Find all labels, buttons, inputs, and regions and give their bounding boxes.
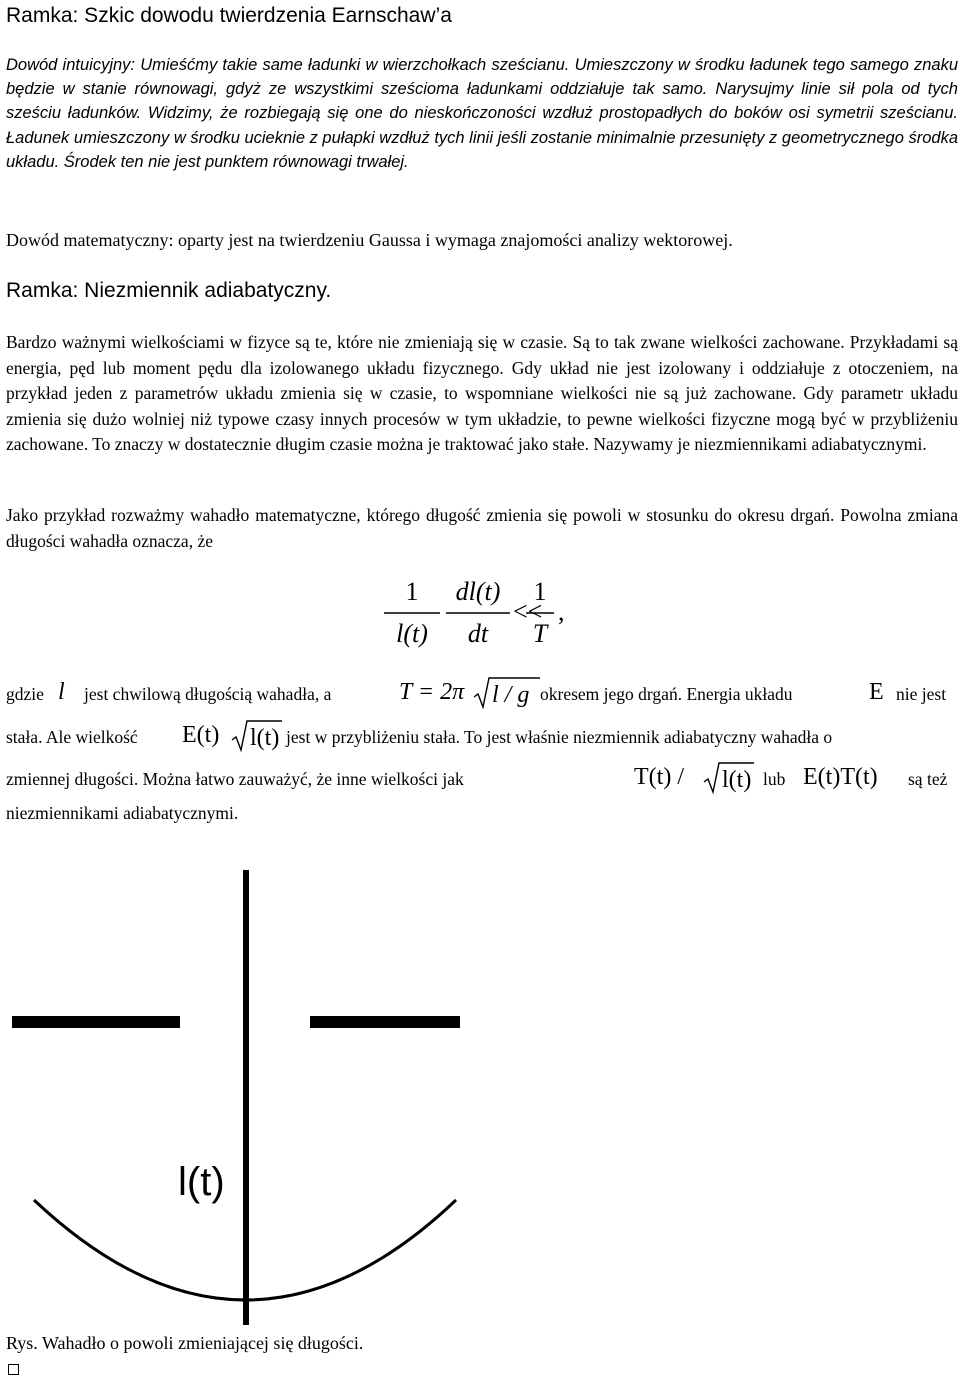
symbol-E: E [869,679,884,705]
intuitive-proof-paragraph: Dowód intuicyjny: Umieśćmy takie same ładunki w wierzchołkach sześcianu. Umieszczony w środku ładunek tego samego znaku będzie w stanie równowagi, gdyż ze wszystkimi sześcioma ładunkami oddziałuje tak samo. Narysujmy linie sił pola od tych sześciu ładunków. Widzimy, że rozbiegają się one do nieskończoności wzdłuż prostopadłych do boków osi symetrii sześcianu. Ładunek umieszczony w środku ucieknie z pułapki wzdłuż tych linii jeśli zostanie minimalnie przesunięty z geometrycznego środka układu. Środek ten nie jest punktem równowagi trwałej. [6,56,958,171]
figure-caption: Rys. Wahadło o powoli zmieniającej się długości. [6,1333,364,1353]
formula-denominator-mid: dt [467,619,489,648]
text-line-final: niezmiennikami adiabatycznymi. [6,803,239,823]
formula-denominator-left: l(t) [396,619,428,648]
formula-numerator-mid: dl(t) [455,577,501,606]
formula-denominator-right: T [532,619,548,648]
sqrt-l-t-2 [702,760,756,796]
formula-relation: << [513,597,543,626]
expr-T-over: T(t) / [634,764,684,790]
slow-change-formula [380,568,620,658]
svg-text:l(t): l(t) [722,767,752,793]
expr-E-t: E(t) [182,722,220,748]
text-line-invariant: stała. Ale wielkość E(t) l(t) jest w przybliżeniu stała. To jest właśnie niezmiennik adiabatyczny wahadła o [6,718,958,758]
section-title-adiabatic: Ramka: Niezmiennik adiabatyczny. [6,279,332,302]
math-proof-paragraph: Dowód matematyczny: oparty jest na twierdzeniu Gaussa i wymaga znajomości analizy wektorowej. [6,230,733,250]
text-line-period: gdzie l jest chwilową długością wahadła, a T = 2π l / g okresem jego drgań. Energia układu E nie jest [6,675,958,715]
pendulum-example-paragraph: Jako przykład rozważmy wahadło matematyczne, którego długość zmienia się powoli w stosunku do okresu drgań. Powolna zmiana długości wahadła oznacza, że [6,505,958,551]
text-line-other-invariants: zmiennej długości. Można łatwo zauważyć, że inne wielkości jak T(t) / l(t) lub E(t)T(t) są też [6,760,958,800]
svg-text:l / g: l / g [492,682,530,708]
formula-numerator-left: 1 [405,577,419,606]
svg-text:l(t): l(t) [250,725,280,751]
sqrt-l-over-g [472,675,542,711]
period-formula: T = 2π [399,679,465,705]
symbol-l: l [58,679,65,705]
section-title-earnshaw: Ramka: Szkic dowodu twierdzenia Earnschaw’a [6,4,452,27]
checkbox-square-icon [8,1364,19,1375]
expr-E-T: E(t)T(t) [803,764,878,790]
length-label: l(t) [178,1160,225,1204]
adiabatic-intro-paragraph: Bardzo ważnymi wielkościami w fizyce są te, które nie zmieniają się w czasie. Są to tak zwane wielkości zachowane. Przykładami są energia, pęd lub moment pędu dla izolowanego układu fizycznego. Gdy układ nie jest izolowany i oddziałuje z otoczeniem, na przykład jeden z parametrów układu zmienia się w czasie, to wspomniane wielkości nie są już zachowane. Gdy parametr układu zmienia się dużo wolniej niż typowe czasy innych procesów w tym układzie, to pewne wielkości fizyczne mogą być w przybliżeniu zachowane. To znaczy w dostatecznie długim czasie można je traktować jako stałe. Nazywamy je niezmiennikami adiabatycznymi. [6,332,958,455]
sqrt-l-t [230,718,284,754]
formula-numerator-right: 1 [533,577,547,606]
formula-comma: , [558,597,565,626]
pendulum-figure [0,870,960,1340]
